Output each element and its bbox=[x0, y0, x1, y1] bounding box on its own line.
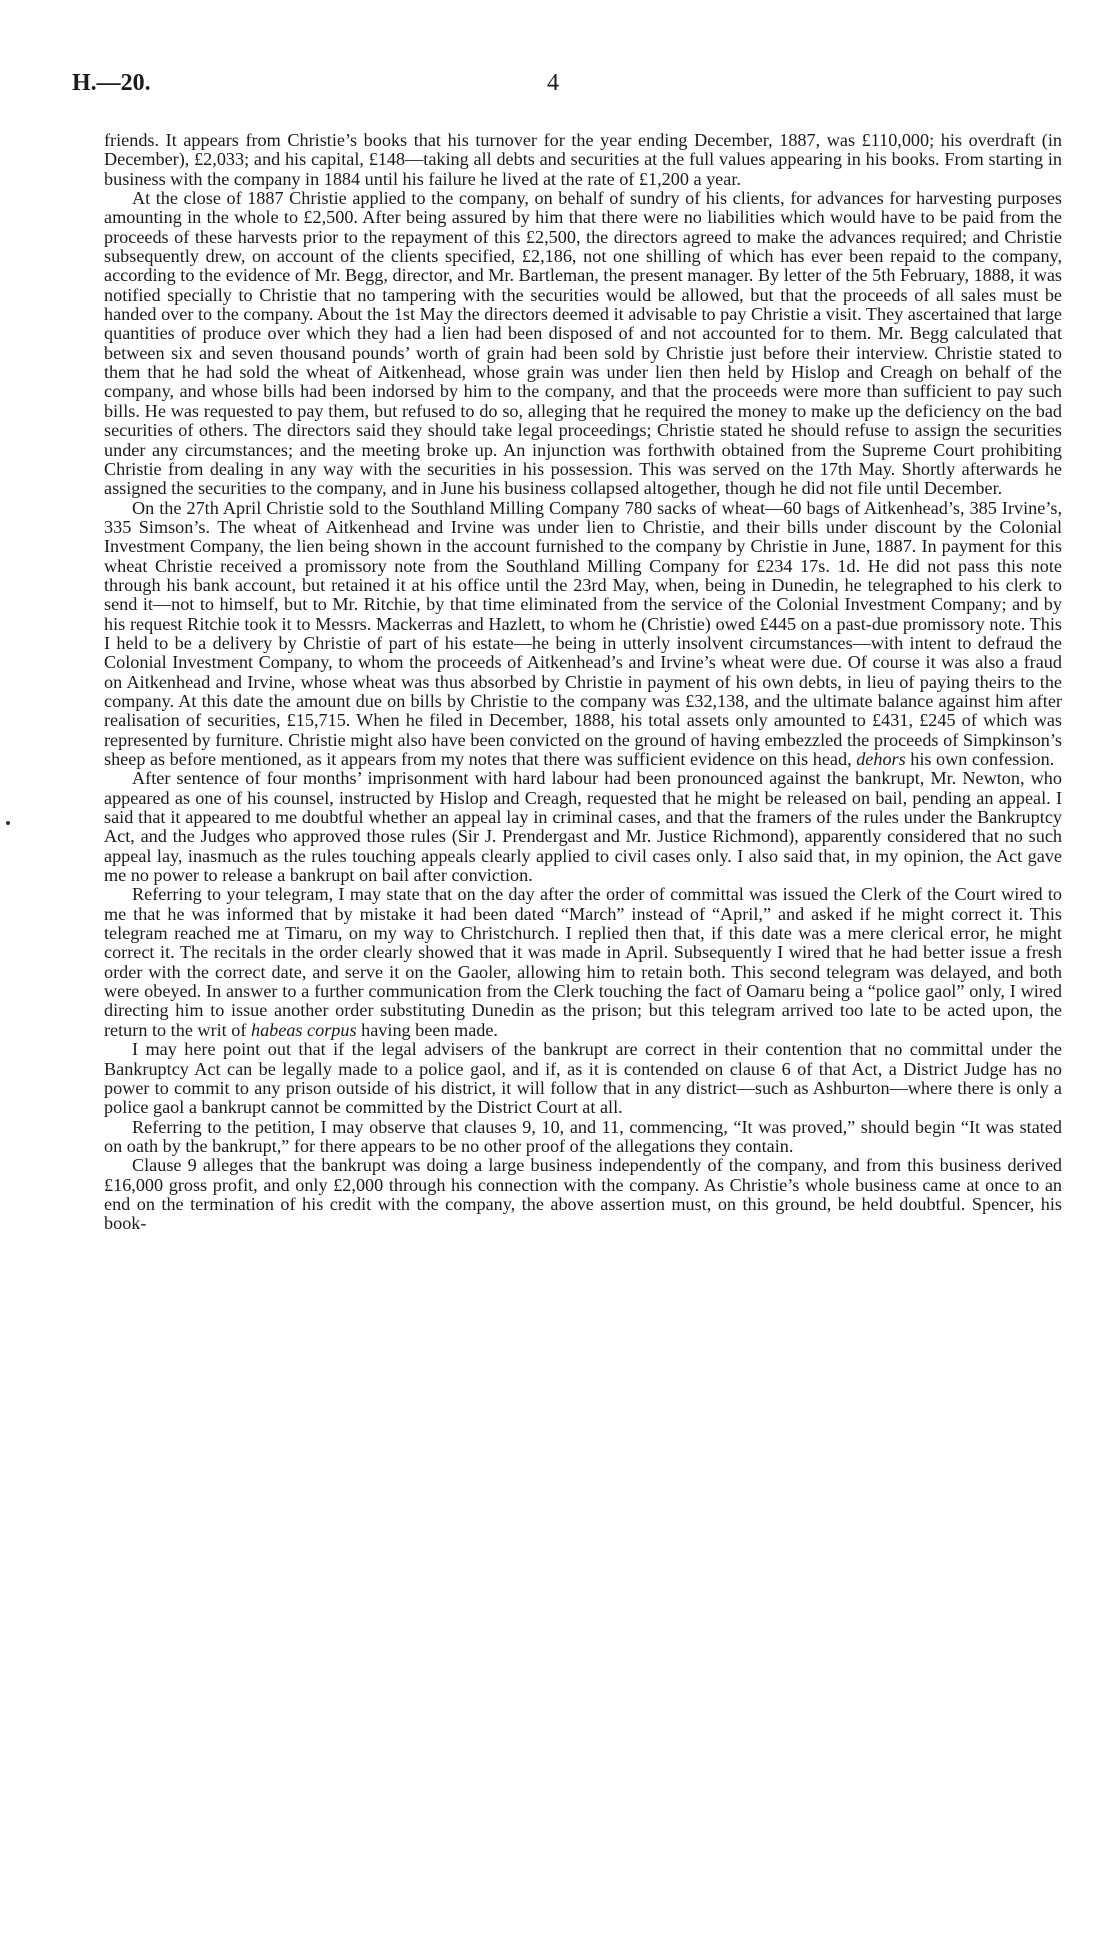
paragraph-3: On the 27th April Christie sold to the Southland Milling Company 780 sacks of wheat—60 bags of Aitkenhead’s, 385 Irvine’s, 335 Simson’s. The wheat of Aitkenhead and Irvine was under lien to Christie, and their bills under discount by the Colonial Investment Company, the lien being shown in the account furnished to the company by Christie in June, 1887. In payment for this wheat Christie received a promissory note from the Southland Milling Company for £234 17s. 1d. He did not pass this note through his bank account, but retained it at his office until the 23rd May, when, being in Dunedin, he telegraphed to his clerk to send it—not to himself, but to Mr. Ritchie, by that time eliminated from the service of the Colonial Investment Company; and by his request Ritchie took it to Messrs. Mackerras and Hazlett, to whom he (Christie) owed £445 on a past-due promissory note. This I held to be a delivery by Christie of part of his estate—he being in utterly insolvent circumstances—with intent to defraud the Colonial Investment Company, to whom the proceeds of Aitkenhead’s and Irvine’s wheat were due. Of course it was also a fraud on Aitkenhead and Irvine, whose wheat was thus absorbed by Christie in payment of his own debts, in lieu of paying theirs to the company. At this date the amount due on bills by Christie to the company was £32,138, and the ultimate balance against him after realisation of securities, £15,715. When he filed in December, 1888, his total assets only amounted to £431, £245 of which was represented by furniture. Christie might also have been convicted on the ground of having embezzled the proceeds of Simpkinson’s sheep as before mentioned, as it appears from my notes that there was sufficient evidence on this head, dehors his own confession. bbox=[104, 497, 1062, 769]
paragraph-2: At the close of 1887 Christie applied to the company, on behalf of sundry of his clients, for advances for harvesting purposes amounting in the whole to £2,500. After being assured by him that there were no liabilities which would have to be paid from the proceeds of these harvests prior to the repayment of this £2,500, the directors agreed to make the advances required; and Christie subsequently drew, on account of the clients specified, £2,186, not one shilling of which has ever been repaid to the company, according to the evidence of Mr. Begg, director, and Mr. Bartleman, the present manager. By letter of the 5th February, 1888, it was notified specially to Christie that no tampering with the securities would be allowed, but that the proceeds of all sales must be handed over to the company. About the 1st May the directors deemed it advisable to pay Christie a visit. They ascertained that large quantities of produce over which they had a lien had been disposed of and not accounted for to them. Mr. Begg calculated that between six and seven thousand pounds’ worth of grain had been sold by Christie just before their interview. Christie stated to them that he had sold the wheat of Aitkenhead, whose grain was under lien then held by Hislop and Creagh on behalf of the company, and whose bills had been indorsed by him to the company, and that the proceeds were more than sufficient to pay such bills. He was requested to pay them, but refused to do so, alleging that he required the money to make up the deficiency on the bad securities of others. The directors said they should take legal proceedings; Christie stated he should refuse to assign the securities under any circumstances; and the meeting broke up. An injunction was forthwith obtained from the Supreme Court prohibiting Christie from dealing in any way with the securities in his possession. This was served on the 17th May. Shortly afterwards he assigned the securities to the company, and in June his business collapsed altogether, though he did not file until December. bbox=[104, 188, 1062, 499]
paragraph-7: Referring to the petition, I may observe that clauses 9, 10, and 11, commencing, “It was proved,” should begin “It was stated on oath by the bankrupt,” for there appears to be no other proof of the allegations they contain. bbox=[104, 1116, 1062, 1156]
body-text bbox=[104, 131, 1062, 1234]
paragraph-6: I may here point out that if the legal advisers of the bankrupt are correct in their contention that no committal under the Bankruptcy Act can be legally made to a police gaol, and if, as it is contended on clause 6 of that Act, a District Judge has no power to commit to any prison outside of his district, it will follow that in any district—such as Ashburton—where there is only a police gaol a bankrupt cannot be committed by the District Court at all. bbox=[104, 1039, 1062, 1118]
italic-term: habeas corpus bbox=[250, 1019, 357, 1040]
page-number: 4 bbox=[547, 70, 559, 96]
paragraph-4: After sentence of four months’ imprisonment with hard labour had been pronounced against the bankrupt, Mr. Newton, who appeared as one of his counsel, instructed by Hislop and Creagh, requested that he might be released on bail, pending an appeal. I said that it appeared to me doubtful whether an appeal lay in criminal cases, and that the framers of the rules under the Bankruptcy Act, and the Judges who approved those rules (Sir J. Prendergast and Mr. Justice Richmond), apparently considered that no such appeal lay, inasmuch as the rules touching appeals clearly applied to civil cases only. I also said that, in my opinion, the Act gave me no power to release a bankrupt on bail after conviction. bbox=[104, 768, 1062, 886]
paragraph-1: friends. It appears from Christie’s books that his turnover for the year ending December, 1887, was £110,000; his overdraft (in December), £2,033; and his capital, £148—taking all debts and securities at the full values appearing in his books. From starting in business with the company in 1884 until his failure he lived at the rate of £1,200 a year. bbox=[104, 130, 1062, 189]
paragraph-8: Clause 9 alleges that the bankrupt was doing a large business independently of the company, and from this business derived £16,000 gross profit, and only £2,000 through his connection with the company. As Christie’s whole business came at once to an end on the termination of his credit with the company, the above assertion must, on this ground, be held doubtful. Spencer, his book- bbox=[104, 1155, 1062, 1234]
page-header bbox=[72, 70, 1052, 104]
margin-dot-mark bbox=[6, 821, 10, 825]
document-reference: H.—20. bbox=[72, 70, 151, 96]
paragraph-5: Referring to your telegram, I may state that on the day after the order of committal was issued the Clerk of the Court wired to me that he was informed that by mistake it had been dated “March” instead of “April,” and asked if he might correct it. This telegram reached me at Timaru, on my way to Christchurch. I replied then that, if this date was a mere clerical error, he might correct it. The recitals in the order clearly showed that it was made in April. Subsequently I wired that he had better issue a fresh order with the correct date, and serve it on the Gaoler, allowing him to retain both. This second telegram was delayed, and both were obeyed. In answer to a further communication from the Clerk touching the fact of Oamaru being a “police gaol” only, I wired directing him to issue another order substituting Dunedin as the prison; but this telegram arrived too late to be acted upon, the return to the writ of habeas corpus having been made. bbox=[104, 884, 1062, 1040]
italic-term: dehors bbox=[856, 749, 906, 769]
